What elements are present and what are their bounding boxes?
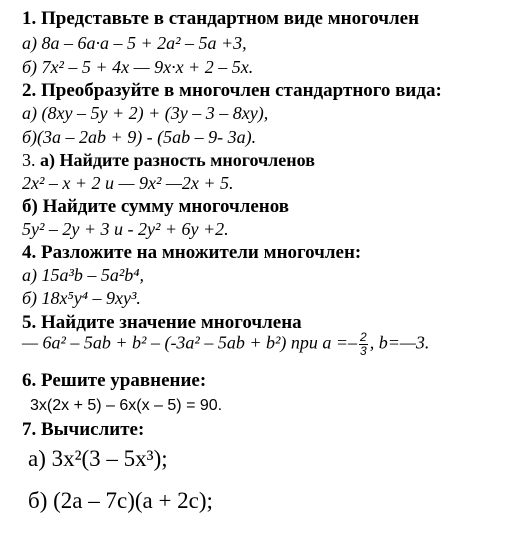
task2-item-b: б)(3a – 2ab + 9) - (5ab – 9- 3a). bbox=[22, 127, 257, 147]
task1-heading: 1. Представьте в стандартном виде многочлен bbox=[22, 8, 420, 29]
task5-expression bbox=[22, 331, 429, 358]
task1-item-b: б) 7x² – 5 + 4x — 9x·x + 2 – 5x. bbox=[22, 57, 254, 77]
task3-item-a: 2x² – x + 2 и — 9x² —2x + 5. bbox=[22, 173, 234, 193]
task5-heading: 5. Найдите значение многочлена bbox=[22, 312, 302, 333]
task4-item-a: а) 15a³b – 5a²b⁴, bbox=[22, 265, 145, 285]
task5-fraction-num: 2 bbox=[360, 330, 367, 344]
task4-item-b: б) 18x⁵y⁴ – 9xy³. bbox=[22, 288, 141, 308]
task1-item-a: а) 8a – 6a·a – 5 + 2a² – 5a +3, bbox=[22, 33, 247, 53]
task3-heading-a bbox=[22, 150, 315, 171]
task5-tail: , b=—3. bbox=[369, 332, 430, 353]
task5-fraction-den: 3 bbox=[360, 344, 367, 358]
task3-number: 3. bbox=[22, 150, 36, 170]
task6-equation: 3x(2x + 5) – 6x(x – 5) = 90. bbox=[30, 397, 223, 414]
task3-subheading-a: а) Найдите разность многочленов bbox=[40, 150, 315, 170]
task5-expr-text: — 6a² – 5ab + b² – (-3a² – 5ab + b²) при a =– bbox=[22, 332, 358, 353]
task4-heading: 4. Разложите на множители многочлен: bbox=[22, 242, 362, 263]
task7-heading: 7. Вычислите: bbox=[22, 419, 145, 440]
task6-heading: 6. Решите уравнение: bbox=[22, 370, 207, 391]
task2-item-a: а) (8xy – 5y + 2) + (3y – 3 – 8xy), bbox=[22, 103, 269, 123]
task3-subheading-b: б) Найдите сумму многочленов bbox=[22, 196, 290, 217]
task3-item-b: 5y² – 2y + 3 и - 2y² + 6y +2. bbox=[22, 219, 229, 239]
task5-fraction bbox=[359, 331, 368, 358]
task2-heading: 2. Преобразуйте в многочлен стандартного вида: bbox=[22, 80, 442, 101]
task7-item-b: б) (2a – 7c)(a + 2c); bbox=[28, 488, 213, 513]
task7-item-a: а) 3x²(3 – 5x³); bbox=[28, 446, 168, 471]
